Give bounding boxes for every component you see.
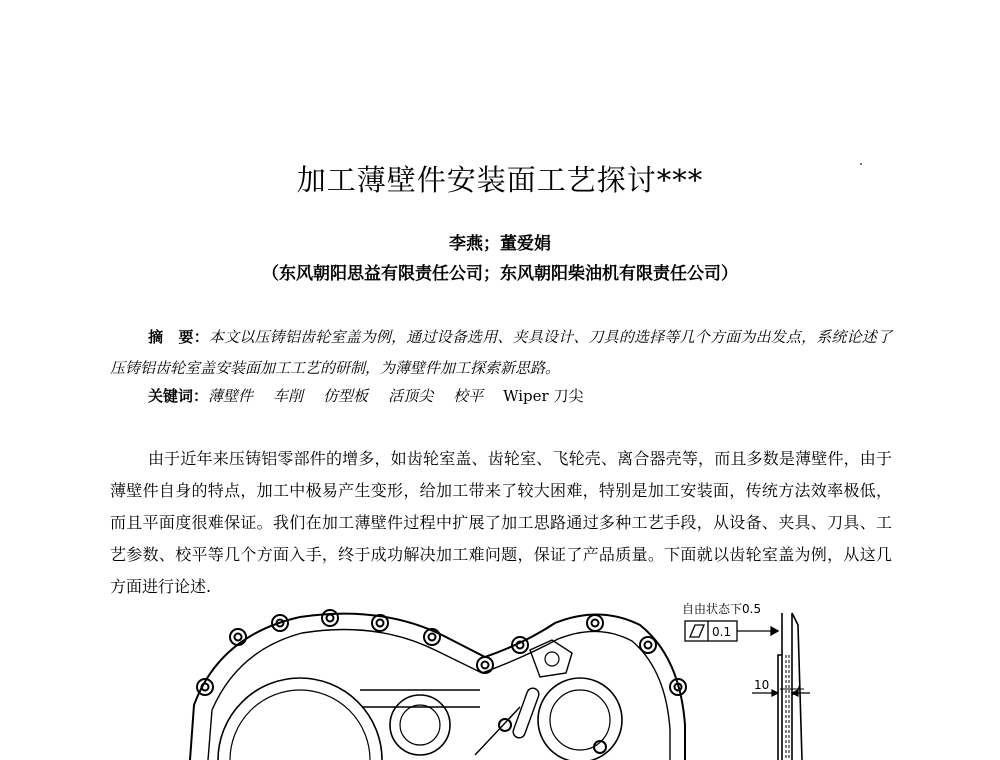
- keyword-item: 仿型板: [323, 387, 369, 405]
- gear-cover-drawing: [180, 595, 820, 760]
- intro-paragraph: 由于近年来压铸铝零部件的增多，如齿轮室盖、齿轮室、飞轮壳、离合器壳等，而且多数是薄壁件，由于薄壁件自身的特点，加工中极易产生变形，给加工带来了较大困难，特别是加工安装面，传统方法效率极低，而且平面度很难保证。我们在加工薄壁件过程中扩展了加工思路通过多种工艺手段，从设备、夹具、刀具、工艺参数、校平等几个方面入手，终于成功解决加工难问题，保证了产品质量。下面就以齿轮室盖为例，从这几方面进行论述.: [110, 449, 892, 596]
- keyword-item: 车削: [273, 387, 304, 405]
- keywords-label: 关键词：: [148, 387, 209, 405]
- window-hole: [545, 652, 559, 666]
- dimension-value: 10: [754, 678, 770, 692]
- flatness-value: 0.1: [712, 625, 732, 639]
- free-state-note: 自由状态下0.5: [682, 602, 762, 616]
- middle-bore: [390, 695, 450, 755]
- keyword-item: Wiper 刀尖: [503, 387, 584, 405]
- keyword-item: 活顶尖: [388, 387, 434, 405]
- paper-authors: 李燕；董爱娟: [449, 234, 551, 254]
- middle-bore-inner: [400, 705, 440, 745]
- paper-affiliation: （东风朝阳思益有限责任公司；东风朝阳柴油机有限责任公司）: [262, 264, 738, 284]
- paper-title: 加工薄壁件安装面工艺探讨***: [296, 163, 704, 197]
- keyword-item: 校平: [453, 387, 484, 405]
- keywords-line: [148, 383, 892, 409]
- window: [530, 640, 572, 677]
- section-view: [778, 613, 804, 760]
- slot: [511, 687, 540, 740]
- abstract: [110, 322, 892, 384]
- main-bore-inner: [230, 690, 370, 760]
- flatness-frame: [685, 621, 778, 641]
- abstract-label: 摘 要：: [148, 328, 209, 346]
- flatness-icon: [690, 625, 704, 637]
- abstract-text: 本文以压铸铝齿轮室盖为例，通过设备选用、夹具设计、刀具的选择等几个方面为出发点，系统论述了压铸铝齿轮室盖安装面加工工艺的研制，为薄壁件加工探索新思路。: [110, 328, 892, 377]
- keyword-item: 薄壁件: [208, 387, 254, 405]
